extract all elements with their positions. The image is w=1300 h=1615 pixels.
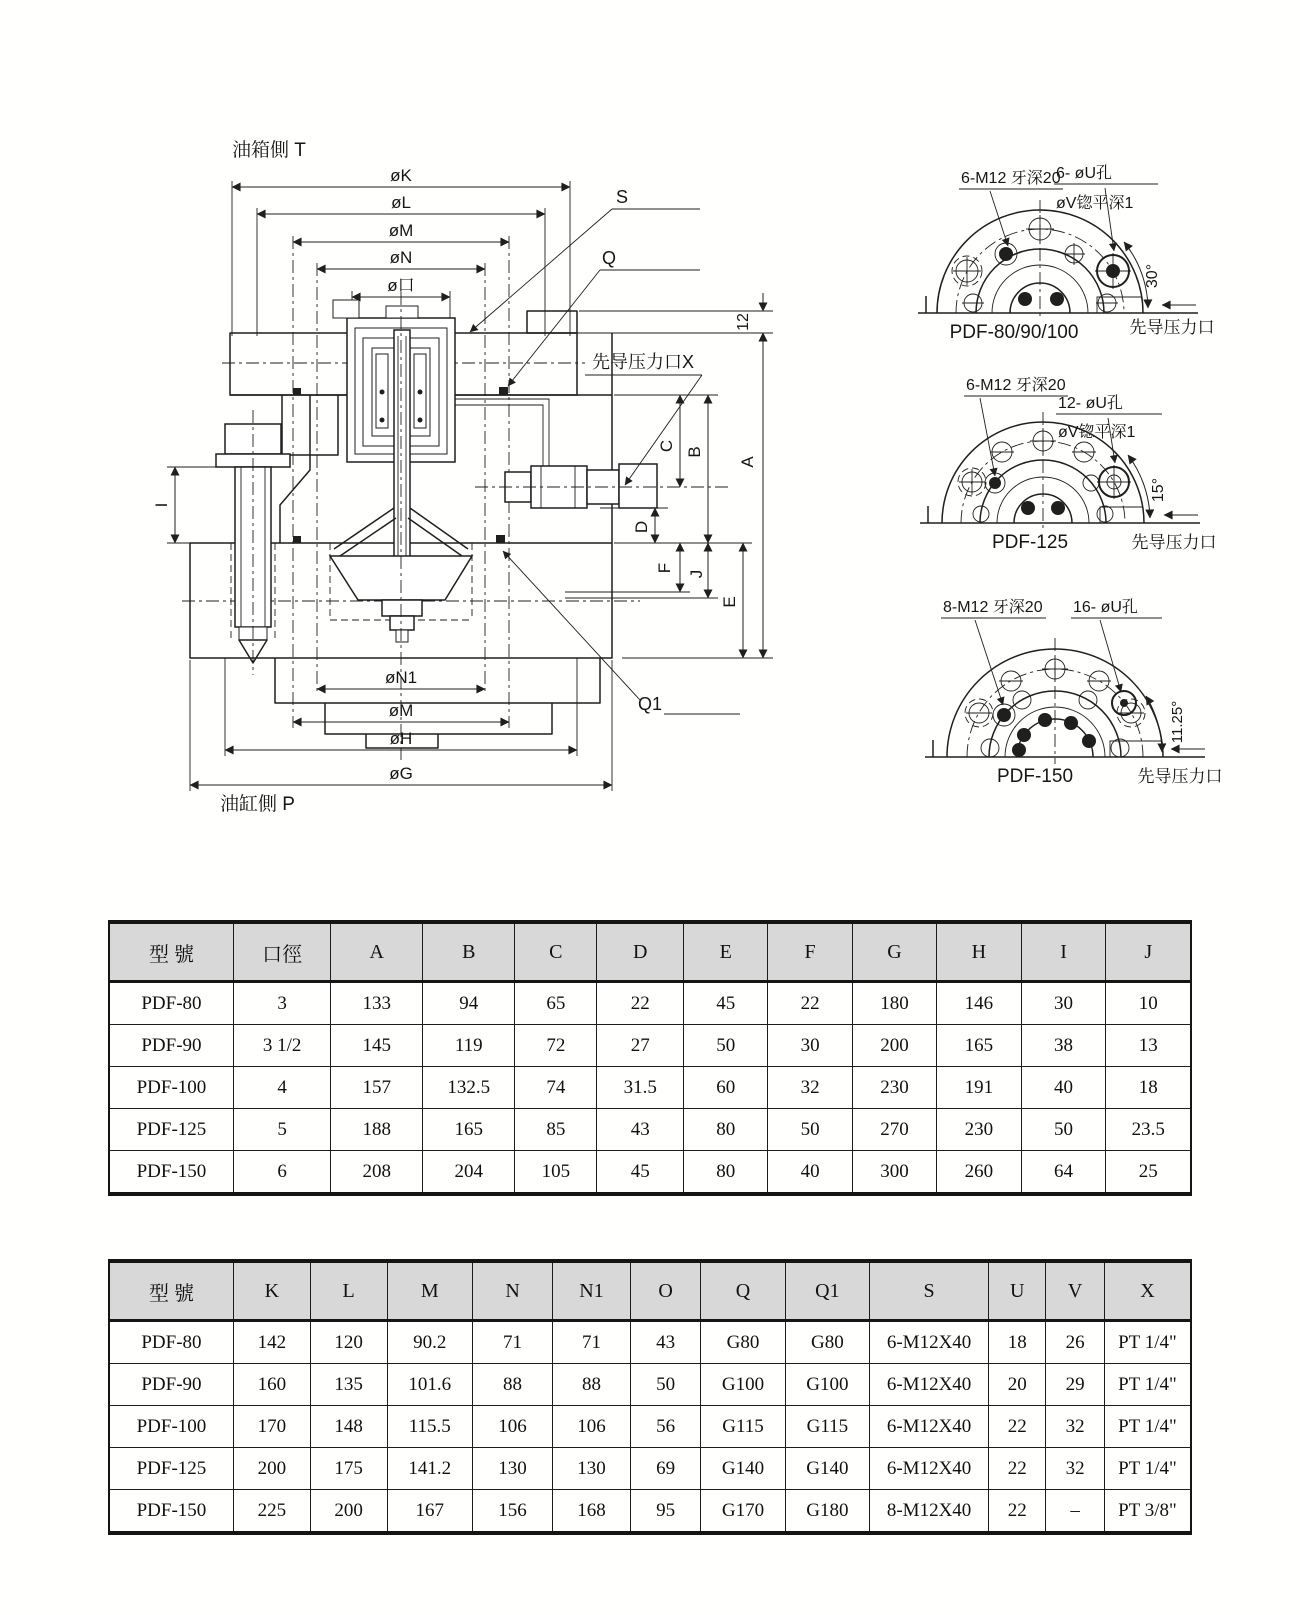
value-cell: 146 xyxy=(937,982,1021,1025)
value-cell: G140 xyxy=(785,1448,869,1490)
value-cell: 132.5 xyxy=(423,1067,515,1109)
value-cell: 50 xyxy=(630,1364,700,1406)
value-cell: PT 1/4" xyxy=(1104,1448,1191,1490)
value-cell: 95 xyxy=(630,1490,700,1534)
value-cell: 4 xyxy=(233,1067,330,1109)
value-cell: G115 xyxy=(701,1406,785,1448)
label-s: S xyxy=(616,187,629,207)
model-cell: PDF-100 xyxy=(109,1067,233,1109)
value-cell: 60 xyxy=(684,1067,768,1109)
value-cell: 8-M12X40 xyxy=(870,1490,989,1534)
value-cell: G115 xyxy=(785,1406,869,1448)
dim-port-label: ø口 xyxy=(387,276,415,295)
value-cell: 225 xyxy=(233,1490,310,1534)
value-cell: 200 xyxy=(310,1490,387,1534)
column-header: I xyxy=(1021,922,1106,982)
column-header: B xyxy=(423,922,515,982)
value-cell: 191 xyxy=(937,1067,1021,1109)
value-cell: 130 xyxy=(473,1448,553,1490)
flange3-thread-label: 8-M12 牙深20 xyxy=(943,599,1043,616)
flange2-angle-label: 15° xyxy=(1150,477,1167,503)
table-row xyxy=(109,1490,1191,1534)
flange3-hole-label: 16- øU孔 xyxy=(1073,599,1138,616)
value-cell: 230 xyxy=(937,1109,1021,1151)
dim-m2-label: øM xyxy=(388,701,414,720)
mounting-bolt xyxy=(216,395,338,675)
value-cell: 20 xyxy=(989,1364,1046,1406)
table-row xyxy=(109,1067,1191,1109)
value-cell: 167 xyxy=(387,1490,472,1534)
value-cell: PT 1/4" xyxy=(1104,1321,1191,1364)
column-header: L xyxy=(310,1261,387,1321)
table-row xyxy=(109,982,1191,1025)
value-cell: 50 xyxy=(768,1109,852,1151)
flange2-pilot-label: 先导压力口 xyxy=(1131,533,1217,552)
value-cell: 120 xyxy=(310,1321,387,1364)
u-holes xyxy=(952,215,1131,289)
column-header: Q1 xyxy=(785,1261,869,1321)
value-cell: 22 xyxy=(989,1406,1046,1448)
dim-a-label: A xyxy=(738,456,757,468)
value-cell: 6-M12X40 xyxy=(870,1321,989,1364)
model-cell: PDF-100 xyxy=(109,1406,233,1448)
value-cell: G100 xyxy=(785,1364,869,1406)
table-row xyxy=(109,1364,1191,1406)
model-cell: PDF-150 xyxy=(109,1151,233,1195)
value-cell: 204 xyxy=(423,1151,515,1195)
value-cell: 65 xyxy=(515,982,597,1025)
bottom-tier-2 xyxy=(325,703,552,734)
dim-l-label: øL xyxy=(391,193,411,212)
value-cell: 90.2 xyxy=(387,1321,472,1364)
value-cell: 74 xyxy=(515,1067,597,1109)
value-cell: 88 xyxy=(473,1364,553,1406)
column-header: X xyxy=(1104,1261,1191,1321)
value-cell: G140 xyxy=(701,1448,785,1490)
dim-d-label: D xyxy=(632,520,651,534)
table1-header-row xyxy=(109,922,1191,982)
value-cell: 130 xyxy=(553,1448,631,1490)
value-cell: 80 xyxy=(684,1151,768,1195)
value-cell: 29 xyxy=(1046,1364,1104,1406)
value-cell: 106 xyxy=(553,1406,631,1448)
value-cell: 43 xyxy=(597,1109,684,1151)
value-cell: G80 xyxy=(785,1321,869,1364)
value-cell: 22 xyxy=(768,982,852,1025)
value-cell: 88 xyxy=(553,1364,631,1406)
value-cell: 43 xyxy=(630,1321,700,1364)
value-cell: 165 xyxy=(423,1109,515,1151)
bottom-tier-1 xyxy=(275,658,600,703)
dimension-table-1 xyxy=(108,920,1192,1196)
value-cell: 200 xyxy=(233,1448,310,1490)
dim-m-label: øM xyxy=(388,221,414,240)
flange1-caption: PDF-80/90/100 xyxy=(949,322,1079,343)
table1-body xyxy=(109,982,1191,1195)
cylinder-side-label: 油缸側 P xyxy=(220,794,295,815)
value-cell: 69 xyxy=(630,1448,700,1490)
value-cell: G100 xyxy=(701,1364,785,1406)
value-cell: 148 xyxy=(310,1406,387,1448)
dim-n-label: øN xyxy=(389,248,413,267)
value-cell: 23.5 xyxy=(1106,1109,1191,1151)
value-cell: PT 3/8" xyxy=(1104,1490,1191,1534)
value-cell: 22 xyxy=(597,982,684,1025)
column-header: J xyxy=(1106,922,1191,982)
column-header: Q xyxy=(701,1261,785,1321)
value-cell: 85 xyxy=(515,1109,597,1151)
value-cell: 71 xyxy=(473,1321,553,1364)
dim-b-label: B xyxy=(685,446,704,458)
dim-n1-label: øN1 xyxy=(384,668,418,687)
value-cell: 160 xyxy=(233,1364,310,1406)
value-cell: 31.5 xyxy=(597,1067,684,1109)
column-header: S xyxy=(870,1261,989,1321)
value-cell: 165 xyxy=(937,1025,1021,1067)
value-cell: 119 xyxy=(423,1025,515,1067)
value-cell: 50 xyxy=(1021,1109,1106,1151)
dim-g-label: øG xyxy=(389,764,413,783)
table-row xyxy=(109,1151,1191,1195)
value-cell: PT 1/4" xyxy=(1104,1364,1191,1406)
value-cell: 30 xyxy=(768,1025,852,1067)
model-cell: PDF-80 xyxy=(109,1321,233,1364)
value-cell: 18 xyxy=(1106,1067,1191,1109)
value-cell: 26 xyxy=(1046,1321,1104,1364)
value-cell: G170 xyxy=(701,1490,785,1534)
flange1-spotface-label: øV锪平深1 xyxy=(1056,195,1134,212)
value-cell: 38 xyxy=(1021,1025,1106,1067)
value-cell: 32 xyxy=(1046,1448,1104,1490)
value-cell: 142 xyxy=(233,1321,310,1364)
column-header: N xyxy=(473,1261,553,1321)
table-row xyxy=(109,1025,1191,1067)
value-cell: 25 xyxy=(1106,1151,1191,1195)
column-header: V xyxy=(1046,1261,1104,1321)
value-cell: 80 xyxy=(684,1109,768,1151)
table-row xyxy=(109,1321,1191,1364)
value-cell: 56 xyxy=(630,1406,700,1448)
value-cell: 168 xyxy=(553,1490,631,1534)
value-cell: 6-M12X40 xyxy=(870,1406,989,1448)
value-cell: 32 xyxy=(768,1067,852,1109)
column-header: H xyxy=(937,922,1021,982)
dim-c-label: C xyxy=(657,439,676,453)
dim-i-label: I xyxy=(152,502,171,508)
flange-view-pdf-125 xyxy=(920,376,1217,553)
flange1-hole-label: 6- øU孔 xyxy=(1056,165,1113,182)
pilot-port-x-label: 先导压力口X xyxy=(591,352,695,372)
dim-f-label: F xyxy=(655,562,674,574)
value-cell: G80 xyxy=(701,1321,785,1364)
table2-header-row xyxy=(109,1261,1191,1321)
value-cell: 64 xyxy=(1021,1151,1106,1195)
value-cell: 10 xyxy=(1106,982,1191,1025)
value-cell: 145 xyxy=(331,1025,423,1067)
dim-12-label: 12 xyxy=(735,313,752,331)
column-header: 型 號 xyxy=(109,922,233,982)
model-cell: PDF-150 xyxy=(109,1490,233,1534)
value-cell: 22 xyxy=(989,1448,1046,1490)
value-cell: 175 xyxy=(310,1448,387,1490)
value-cell: 32 xyxy=(1046,1406,1104,1448)
model-cell: PDF-90 xyxy=(109,1364,233,1406)
value-cell: 141.2 xyxy=(387,1448,472,1490)
flange3-caption: PDF-150 xyxy=(996,766,1074,787)
value-cell: 45 xyxy=(684,982,768,1025)
value-cell: 135 xyxy=(310,1364,387,1406)
table2-body xyxy=(109,1321,1191,1534)
main-section-view xyxy=(152,139,773,815)
value-cell: 71 xyxy=(553,1321,631,1364)
value-cell: 94 xyxy=(423,982,515,1025)
column-header: E xyxy=(684,922,768,982)
column-header: A xyxy=(331,922,423,982)
column-header: O xyxy=(630,1261,700,1321)
value-cell: 50 xyxy=(684,1025,768,1067)
table-row xyxy=(109,1406,1191,1448)
model-cell: PDF-125 xyxy=(109,1109,233,1151)
value-cell: 101.6 xyxy=(387,1364,472,1406)
value-cell: 170 xyxy=(233,1406,310,1448)
model-cell: PDF-125 xyxy=(109,1448,233,1490)
value-cell: 156 xyxy=(473,1490,553,1534)
top-block xyxy=(527,311,577,333)
flange3-pilot-label: 先导压力口 xyxy=(1137,767,1223,786)
left-dimension xyxy=(152,467,228,543)
label-q1: Q1 xyxy=(638,694,663,714)
tank-side-label: 油箱側 T xyxy=(232,140,306,161)
column-header: K xyxy=(233,1261,310,1321)
value-cell: 157 xyxy=(331,1067,423,1109)
value-cell: 40 xyxy=(768,1151,852,1195)
column-header: 型 號 xyxy=(109,1261,233,1321)
dim-h-label: øH xyxy=(389,729,413,748)
value-cell: PT 1/4" xyxy=(1104,1406,1191,1448)
dim-j-label: J xyxy=(687,569,706,579)
column-header: N1 xyxy=(553,1261,631,1321)
model-cell: PDF-90 xyxy=(109,1025,233,1067)
value-cell: 260 xyxy=(937,1151,1021,1195)
column-header: 口徑 xyxy=(233,922,330,982)
model-cell: PDF-80 xyxy=(109,982,233,1025)
dim-k-label: øK xyxy=(390,166,412,185)
flange-view-pdf-150 xyxy=(925,598,1223,787)
table-row xyxy=(109,1448,1191,1490)
value-cell: 40 xyxy=(1021,1067,1106,1109)
flange2-spotface-label: øV锪平深1 xyxy=(1058,424,1136,441)
value-cell: 106 xyxy=(473,1406,553,1448)
value-cell: 188 xyxy=(331,1109,423,1151)
column-header: G xyxy=(852,922,936,982)
value-cell: 30 xyxy=(1021,982,1106,1025)
value-cell: 6 xyxy=(233,1151,330,1195)
flange3-angle-label: 11.25° xyxy=(1169,700,1186,744)
value-cell: 5 xyxy=(233,1109,330,1151)
pilot-passage xyxy=(455,399,549,466)
value-cell: 115.5 xyxy=(387,1406,472,1448)
value-cell: 22 xyxy=(989,1490,1046,1534)
column-header: M xyxy=(387,1261,472,1321)
column-header: F xyxy=(768,922,852,982)
value-cell: – xyxy=(1046,1490,1104,1534)
value-cell: 105 xyxy=(515,1151,597,1195)
column-header: U xyxy=(989,1261,1046,1321)
flange-view-pdf-80-90-100 xyxy=(918,164,1215,343)
flange2-hole-label: 12- øU孔 xyxy=(1058,395,1123,412)
value-cell: 270 xyxy=(852,1109,936,1151)
value-cell: 18 xyxy=(989,1321,1046,1364)
value-cell: G180 xyxy=(785,1490,869,1534)
flange1-angle-label: 30° xyxy=(1144,263,1161,289)
flange1-pilot-label: 先导压力口 xyxy=(1129,318,1215,337)
value-cell: 230 xyxy=(852,1067,936,1109)
label-q: Q xyxy=(602,248,617,268)
column-header: C xyxy=(515,922,597,982)
dimension-table-2 xyxy=(108,1259,1192,1535)
value-cell: 180 xyxy=(852,982,936,1025)
flange2-caption: PDF-125 xyxy=(991,532,1069,553)
value-cell: 6-M12X40 xyxy=(870,1364,989,1406)
pilot-fitting xyxy=(475,464,730,508)
flange2-thread-label: 6-M12 牙深20 xyxy=(966,377,1066,394)
value-cell: 27 xyxy=(597,1025,684,1067)
value-cell: 208 xyxy=(331,1151,423,1195)
value-cell: 45 xyxy=(597,1151,684,1195)
value-cell: 6-M12X40 xyxy=(870,1448,989,1490)
value-cell: 300 xyxy=(852,1151,936,1195)
value-cell: 3 xyxy=(233,982,330,1025)
dim-e-label: E xyxy=(720,596,739,608)
value-cell: 200 xyxy=(852,1025,936,1067)
tapped-holes xyxy=(981,691,1129,757)
flange1-thread-label: 6-M12 牙深20 xyxy=(961,170,1061,187)
table-row xyxy=(109,1109,1191,1151)
value-cell: 3 1/2 xyxy=(233,1025,330,1067)
value-cell: 72 xyxy=(515,1025,597,1067)
column-header: D xyxy=(597,922,684,982)
value-cell: 13 xyxy=(1106,1025,1191,1067)
value-cell: 133 xyxy=(331,982,423,1025)
